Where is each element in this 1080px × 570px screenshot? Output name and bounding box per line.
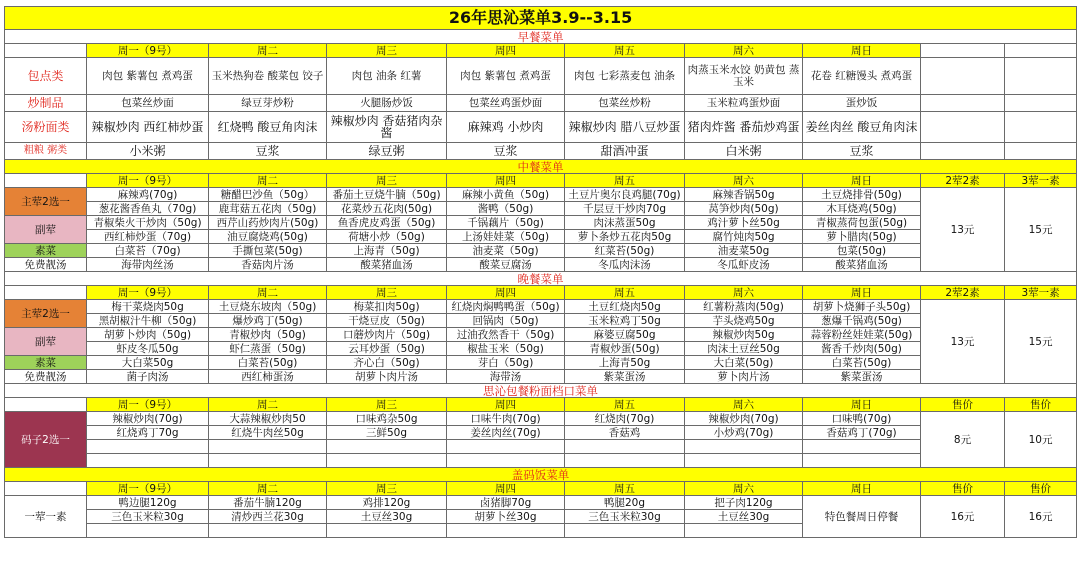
empty-cell [565,454,685,468]
empty-cell [327,524,447,538]
day-header: 周五 [565,482,685,496]
noodle-blank-row [5,440,1077,454]
breakfast-item: 小米粥 [87,143,209,160]
dish-cell: 小炒鸡(70g) [685,426,803,440]
dish-cell: 西红柿炒蛋（70g) [87,230,209,244]
breakfast-row [5,58,1077,95]
price-header: 3荤一素 [1005,174,1077,188]
empty-cell [327,440,447,454]
dish-cell: 西芹山药炒肉片(50g) [209,216,327,230]
dish-cell: 上汤娃娃菜（50g) [447,230,565,244]
day-header: 周一（9号） [87,174,209,188]
empty-cell [1005,58,1077,95]
sunday-note: 特色餐周日停餐 [803,496,921,538]
dish-cell: 齐心白（50g) [327,356,447,370]
dish-cell: 虾仁蒸蛋（50g) [209,342,327,356]
day-header: 周五 [565,398,685,412]
breakfast-category-label: 粗粮 粥类 [5,143,87,160]
dish-cell: 上海青（50g) [327,244,447,258]
breakfast-item: 花卷 红糖馒头 煮鸡蛋 [803,58,921,95]
dish-cell: 荷塘小炒（50g) [327,230,447,244]
dish-cell: 花菜炒五花肉(50g) [327,202,447,216]
empty-cell [209,440,327,454]
empty-cell [87,524,209,538]
breakfast-item: 火腿肠炒饭 [327,95,447,112]
noodle-day-header-row [5,398,1077,412]
dish-cell: 番茄土豆烧牛腩（50g) [327,188,447,202]
empty-cell [87,440,209,454]
day-header: 周二 [209,398,327,412]
dish-cell: 葱花酱香鱼丸（70g) [87,202,209,216]
day-header: 周二 [209,174,327,188]
dish-cell: 紫菜蛋汤 [565,370,685,384]
breakfast-item: 麻辣鸡 小炒肉 [447,112,565,143]
dish-cell: 辣椒炒肉(70g) [87,412,209,426]
price-cell: 8元 [921,412,1005,468]
rice-label: 一荤一素 [5,496,87,538]
breakfast-row [5,112,1077,143]
dish-cell: 土豆烧排骨(50g) [803,188,921,202]
empty-cell [1005,112,1077,143]
empty-cell [685,524,803,538]
day-header: 周六 [685,174,803,188]
dish-cell: 油麦菜（50g) [447,244,565,258]
breakfast-category-label: 炒制品 [5,95,87,112]
dish-cell: 莴笋炒肉(50g) [685,202,803,216]
dish-cell: 鸡排120g [327,496,447,510]
day-header: 周三 [327,174,447,188]
breakfast-item: 白米粥 [685,143,803,160]
dinner-row [5,328,1077,342]
dish-cell: 鱼香虎皮鸡蛋（50g) [327,216,447,230]
dish-cell: 回锅肉（50g) [447,314,565,328]
dish-cell: 土豆丝30g [685,510,803,524]
dish-cell: 青椒柴火干炒肉（50g) [87,216,209,230]
day-header: 周一（9号） [87,286,209,300]
dish-cell: 糖醋巴沙鱼（50g） [209,188,327,202]
price-cell: 16元 [921,496,1005,538]
group-label: 主荤2选一 [5,300,87,328]
dish-cell: 麻辣鸡(70g) [87,188,209,202]
section-heading-breakfast: 早餐菜单 [5,30,1077,44]
dish-cell: 葱爆千锅鸡(50g) [803,314,921,328]
day-header: 周一（9号） [87,482,209,496]
empty-cell [565,440,685,454]
dish-cell: 土豆红烧肉50g [565,300,685,314]
dish-cell: 干烧豆皮（50g) [327,314,447,328]
dinner-heading-row [5,272,1077,286]
day-header: 周四 [447,286,565,300]
dish-cell: 千锅藕片（50g) [447,216,565,230]
empty-cell [921,112,1005,143]
dish-cell: 酱香千炒肉(50g) [803,342,921,356]
lunch-heading-row [5,160,1077,174]
empty-cell [327,454,447,468]
section-heading-lunch: 中餐菜单 [5,160,1077,174]
price-cell: 15元 [1005,188,1077,272]
dish-cell: 鸡汁萝卜丝50g [685,216,803,230]
empty-cell [921,95,1005,112]
price-header: 售价 [921,398,1005,412]
dish-cell: 云耳炒蛋（50g) [327,342,447,356]
page-title: 26年思沁菜单3.9--3.15 [5,7,1077,30]
lunch-row [5,202,1077,216]
dish-cell: 红薯粉蒸肉(50g) [685,300,803,314]
breakfast-category-label: 汤粉面类 [5,112,87,143]
dish-cell: 手撕包菜(50g) [209,244,327,258]
day-header: 周五 [565,174,685,188]
dish-cell: 胡萝卜烧狮子头50g) [803,300,921,314]
breakfast-category-label: 包点类 [5,58,87,95]
lunch-row [5,258,1077,272]
day-header: 周二 [209,44,327,58]
breakfast-item: 肉包 紫薯包 煮鸡蛋 [447,58,565,95]
breakfast-row [5,143,1077,160]
dish-cell: 麻辣香锅50g [685,188,803,202]
dish-cell: 白菜苔(50g) [209,356,327,370]
rice-heading-row [5,468,1077,482]
day-header: 周二 [209,482,327,496]
lunch-row [5,230,1077,244]
price-cell: 15元 [1005,300,1077,384]
day-header: 周五 [565,286,685,300]
dish-cell: 包菜(50g) [803,244,921,258]
dish-cell: 千层豆干炒肉70g [565,202,685,216]
empty-cell [447,454,565,468]
dish-cell: 辣椒炒肉(70g) [685,412,803,426]
breakfast-item: 甜酒冲蛋 [565,143,685,160]
dish-cell: 酸菜豆腐汤 [447,258,565,272]
dish-cell: 胡萝卜肉片汤 [327,370,447,384]
dish-cell: 木耳烧鸡(50g) [803,202,921,216]
dish-cell: 香菇肉片汤 [209,258,327,272]
breakfast-item: 肉包 紫薯包 煮鸡蛋 [87,58,209,95]
day-header: 周二 [209,286,327,300]
dish-cell: 姜丝肉丝(70g) [447,426,565,440]
dish-cell: 麻婆豆腐50g [565,328,685,342]
dish-cell: 麻辣小黄鱼（50g) [447,188,565,202]
price-header: 3荤一素 [1005,286,1077,300]
menu-table [4,6,1077,538]
breakfast-item: 猪肉炸酱 番茄炒鸡蛋 [685,112,803,143]
dish-cell: 肉沫土豆丝50g [685,342,803,356]
dish-cell: 清炒西兰花30g [209,510,327,524]
title-row [5,7,1077,30]
dish-cell: 大白菜(50g) [685,356,803,370]
day-header: 周四 [447,482,565,496]
dinner-row [5,314,1077,328]
breakfast-item: 包菜丝炒面 [87,95,209,112]
breakfast-item: 绿豆粥 [327,143,447,160]
empty-cell [447,524,565,538]
empty-cell [1005,143,1077,160]
dish-cell: 红烧牛肉丝50g [209,426,327,440]
breakfast-item: 绿豆芽炒粉 [209,95,327,112]
dish-cell: 卤猪脚70g [447,496,565,510]
price-header: 售价 [921,482,1005,496]
group-label: 免费靓汤 [5,370,87,384]
dish-cell: 土豆烧东坡肉（50g) [209,300,327,314]
dish-cell: 大蒜辣椒炒肉50 [209,412,327,426]
dish-cell: 芋头烧鸡50g [685,314,803,328]
dish-cell: 白菜苔(50g) [803,356,921,370]
empty-cell [803,454,921,468]
day-header: 周日 [803,286,921,300]
day-header: 周一（9号） [87,44,209,58]
empty-cell [87,454,209,468]
lunch-day-header-row [5,174,1077,188]
breakfast-item: 红烧鸭 酸豆角肉沫 [209,112,327,143]
breakfast-item: 豆浆 [447,143,565,160]
day-header: 周日 [803,174,921,188]
dish-cell: 黑胡椒汁牛柳（50g) [87,314,209,328]
dish-cell: 三鲜50g [327,426,447,440]
dinner-row [5,342,1077,356]
dish-cell: 红烧鸡丁70g [87,426,209,440]
empty-cell [1005,95,1077,112]
header-blank [5,174,87,188]
dish-cell: 鸭腿20g [565,496,685,510]
dish-cell: 红菜苔(50g) [565,244,685,258]
dish-cell: 土豆片奥尔良鸡腿(70g) [565,188,685,202]
dinner-row [5,356,1077,370]
dish-cell: 青椒炒肉（50g) [209,328,327,342]
breakfast-item: 辣椒炒肉 腊八豆炒蛋 [565,112,685,143]
header-blank [921,44,1005,58]
breakfast-item: 包菜丝炒粉 [565,95,685,112]
day-header: 周三 [327,44,447,58]
noodle-heading-row [5,384,1077,398]
dish-cell: 番茄牛腩120g [209,496,327,510]
header-blank [5,482,87,496]
day-header: 周三 [327,482,447,496]
dish-cell: 冬瓜肉沫汤 [565,258,685,272]
dish-cell: 口蘑炒肉片（50g) [327,328,447,342]
dish-cell: 上海青50g [565,356,685,370]
day-header: 周四 [447,398,565,412]
empty-cell [921,143,1005,160]
day-header: 周六 [685,286,803,300]
noodle-label: 码子2选一 [5,412,87,468]
price-header: 2荤2素 [921,174,1005,188]
day-header: 周四 [447,44,565,58]
dish-cell: 海带汤 [447,370,565,384]
group-label: 主荤2选一 [5,188,87,216]
dish-cell: 萝卜条炒五花肉50g [565,230,685,244]
dish-cell: 油麦菜50g [685,244,803,258]
breakfast-item: 蛋炒饭 [803,95,921,112]
dish-cell: 梅菜扣肉50g) [327,300,447,314]
breakfast-item: 肉包 七彩蒸麦包 油条 [565,58,685,95]
empty-cell [921,58,1005,95]
lunch-row [5,188,1077,202]
price-cell: 10元 [1005,412,1077,468]
day-header: 周六 [685,44,803,58]
header-blank [5,398,87,412]
breakfast-item: 肉包 油条 红薯 [327,58,447,95]
dinner-row [5,370,1077,384]
dish-cell: 香菇鸡 [565,426,685,440]
dish-cell: 口味牛肉(70g) [447,412,565,426]
dish-cell: 香菇鸡丁(70g) [803,426,921,440]
header-blank [5,286,87,300]
day-header: 周四 [447,174,565,188]
dish-cell: 胡萝卜炒肉（50g) [87,328,209,342]
day-header: 周五 [565,44,685,58]
dish-cell: 紫菜蛋汤 [803,370,921,384]
empty-cell [565,524,685,538]
dish-cell: 红烧肉(70g) [565,412,685,426]
dish-cell: 虾皮冬瓜50g [87,342,209,356]
dish-cell: 蒜蓉粉丝娃娃菜(50g) [803,328,921,342]
dish-cell: 酸菜猪血汤 [803,258,921,272]
day-header: 周三 [327,286,447,300]
price-header: 2荤2素 [921,286,1005,300]
dish-cell: 椒盐玉米（50g) [447,342,565,356]
group-label: 副荤 [5,328,87,356]
dish-cell: 土豆丝30g [327,510,447,524]
dish-cell: 白菜苔（70g) [87,244,209,258]
dish-cell: 过油孜然香干（50g) [447,328,565,342]
breakfast-item: 包菜丝鸡蛋炒面 [447,95,565,112]
dish-cell: 西红柿蛋汤 [209,370,327,384]
dish-cell: 腐竹炖肉50g [685,230,803,244]
breakfast-item: 豆浆 [209,143,327,160]
dish-cell: 把子肉120g [685,496,803,510]
breakfast-item: 姜丝肉丝 酸豆角肉沫 [803,112,921,143]
dish-cell: 爆炒鸡丁(50g) [209,314,327,328]
breakfast-item: 肉蒸玉米水饺 奶黄包 蒸玉米 [685,58,803,95]
section-heading-rice: 盖码饭菜单 [5,468,1077,482]
dish-cell: 酸菜猪血汤 [327,258,447,272]
lunch-row [5,216,1077,230]
rice-row [5,496,1077,510]
noodle-row [5,426,1077,440]
breakfast-day-header-row [5,44,1077,58]
dish-cell: 菌子肉汤 [87,370,209,384]
dish-cell: 肉沫蒸蛋50g [565,216,685,230]
dish-cell: 大白菜50g [87,356,209,370]
dish-cell: 油豆腐烧鸡(50g) [209,230,327,244]
noodle-row [5,412,1077,426]
dish-cell: 胡萝卜丝30g [447,510,565,524]
dish-cell: 萝卜腊肉(50g) [803,230,921,244]
dish-cell: 辣椒炒肉50g [685,328,803,342]
empty-cell [803,440,921,454]
empty-cell [209,454,327,468]
dish-cell: 口味鸡杂50g [327,412,447,426]
dinner-day-header-row [5,286,1077,300]
dish-cell: 芽白（50g) [447,356,565,370]
dish-cell: 冬瓜虾皮汤 [685,258,803,272]
breakfast-item: 玉米粒鸡蛋炒面 [685,95,803,112]
dish-cell: 三色玉米粒30g [87,510,209,524]
group-label: 素菜 [5,244,87,258]
day-header: 周六 [685,398,803,412]
dish-cell: 梅干菜烧肉50g [87,300,209,314]
dish-cell: 青椒炒蛋(50g) [565,342,685,356]
day-header: 周六 [685,482,803,496]
section-heading-dinner: 晚餐菜单 [5,272,1077,286]
dish-cell: 酱鸭（50g) [447,202,565,216]
dish-cell: 鸭边腿120g [87,496,209,510]
dish-cell: 萝卜肉片汤 [685,370,803,384]
day-header: 周一（9号） [87,398,209,412]
empty-cell [209,524,327,538]
rice-day-header-row [5,482,1077,496]
day-header: 周日 [803,398,921,412]
day-header: 周三 [327,398,447,412]
price-header: 售价 [1005,398,1077,412]
price-cell: 16元 [1005,496,1077,538]
breakfast-heading-row [5,30,1077,44]
dish-cell: 鹿茸菇五花肉（50g) [209,202,327,216]
empty-cell [685,440,803,454]
group-label: 副荤 [5,216,87,244]
breakfast-row [5,95,1077,112]
dish-cell: 三色玉米粒30g [565,510,685,524]
group-label: 素菜 [5,356,87,370]
day-header: 周日 [803,482,921,496]
menu-sheet [4,6,1076,538]
dish-cell: 玉米粒鸡丁50g [565,314,685,328]
section-heading-noodle: 思沁包餐粉面档口菜单 [5,384,1077,398]
breakfast-item: 辣椒炒肉 西红柿炒蛋 [87,112,209,143]
empty-cell [685,454,803,468]
price-cell: 13元 [921,188,1005,272]
dinner-row [5,300,1077,314]
group-label: 免费靓汤 [5,258,87,272]
lunch-row [5,244,1077,258]
empty-cell [447,440,565,454]
dish-cell: 海带肉丝汤 [87,258,209,272]
breakfast-item: 豆浆 [803,143,921,160]
price-cell: 13元 [921,300,1005,384]
breakfast-item: 辣椒炒肉 香菇猪肉杂酱 [327,112,447,143]
breakfast-item: 玉米热狗卷 酸菜包 饺子 [209,58,327,95]
day-header: 周日 [803,44,921,58]
dish-cell: 红烧肉焖鸭鸭蛋（50g) [447,300,565,314]
header-blank [5,44,87,58]
noodle-blank-row [5,454,1077,468]
dish-cell: 青椒蒸荷包蛋(50g) [803,216,921,230]
header-blank [1005,44,1077,58]
dish-cell: 口味鸭(70g) [803,412,921,426]
price-header: 售价 [1005,482,1077,496]
